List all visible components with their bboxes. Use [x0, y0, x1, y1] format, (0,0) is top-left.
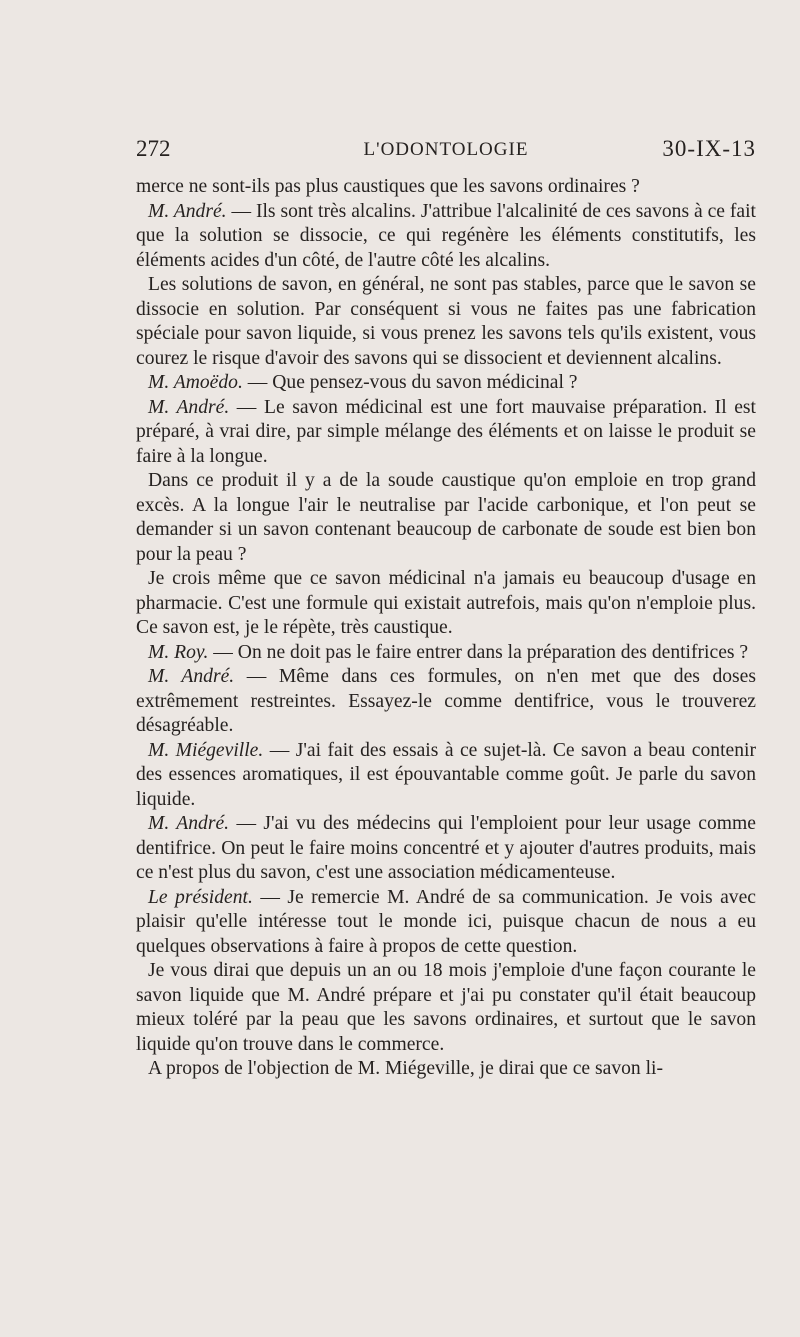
paragraph-1: [136, 175, 756, 200]
paragraph-12: [136, 886, 756, 960]
paragraph-text: Les solutions de savon, en général, ne sont pas stables, parce que le savon se dissocie en solution. Par conséquent si vous ne faites pas une fabrication spéciale pour savon liquide, si vous prenez les savons tels qu'ils existent, vous courez le risque d'avoir des savons qui se dissocient et deviennent alcalins.: [136, 274, 756, 369]
speaker: M. André.: [148, 666, 235, 687]
paragraph-text: — On ne doit pas le faire entrer dans la préparation des dentifrices ?: [208, 641, 749, 663]
paragraph-text: — Que pensez-vous du savon médicinal ?: [242, 372, 578, 393]
issue-date: 30-IX-13: [662, 136, 756, 161]
paragraph-8: [136, 641, 756, 666]
paragraph-7: [136, 567, 756, 641]
speaker: M. André.: [148, 396, 230, 418]
paragraph-text: — Ils sont très alcalins. J'attribue l'alcalinité de ces savons à ce fait que la solution se dissocie, ce qui regénère les éléments constitutifs, les éléments acides d'un côté, de l'autre côté les alcalins.: [136, 200, 756, 271]
paragraph-text: — J'ai fait des essais à ce sujet-là. Ce savon a beau contenir des essences aromatiques, il est épouvantable comme goût. Je parle du savon liquide.: [136, 739, 757, 810]
paragraph-text: Je crois même que ce savon médicinal n'a jamais eu beaucoup d'usage en pharmacie. C'est une formule qui existait autrefois, mais qu'on n'emploie plus. Ce savon est, je le répète, très caustique.: [136, 568, 756, 638]
speaker: Le président.: [148, 886, 253, 908]
paragraph-text: A propos de l'objection de M. Miégeville, je dirai que ce savon li-: [148, 1058, 664, 1079]
paragraph-9: [136, 665, 756, 739]
paragraph-10: [136, 739, 756, 813]
paragraph-2: [136, 200, 756, 274]
speaker: M. Miégeville.: [148, 739, 264, 761]
speaker: M. Roy.: [148, 641, 209, 663]
speaker: M. André.: [148, 813, 230, 834]
paragraph-text: merce ne sont-ils pas plus caustiques que les savons ordinaires ?: [136, 176, 640, 197]
body-text: [136, 175, 756, 1082]
paragraph-text: — Le savon médicinal est une fort mauvaise préparation. Il est préparé, à vrai dire, par simple mélange des éléments et on laisse le produit se faire à la longue.: [136, 396, 756, 467]
page-number: 272: [136, 136, 171, 161]
paragraph-text: — J'ai vu des médecins qui l'emploient pour leur usage comme dentifrice. On peut le faire moins concentré et y ajouter d'autres produits, mais ce n'est plus du savon, c'est une association médicamenteuse.: [136, 813, 756, 883]
running-header: [136, 136, 756, 168]
paragraph-text: Je vous dirai que depuis un an ou 18 mois j'emploie d'une façon courante le savon liquide que M. André prépare et j'ai pu constater qu'il était beaucoup mieux toléré par la peau que les savons ordinaires, et surtout que le savon liquide qu'on trouve dans le commerce.: [136, 960, 756, 1055]
paragraph-text: — Je remercie M. André de sa communication. Je vois avec plaisir qu'elle intéresse tout le monde ici, puisque chacun de nous a eu quelques observations à faire à propos de cette question.: [136, 886, 757, 957]
paragraph-11: [136, 812, 756, 886]
paragraph-13: [136, 959, 756, 1057]
speaker: M. André.: [148, 200, 227, 222]
paragraph-6: [136, 469, 756, 567]
paragraph-4: [136, 371, 756, 396]
paragraph-text: Dans ce produit il y a de la soude caustique qu'on emploie en trop grand excès. A la longue l'air le neutralise par l'acide carbonique, et l'on peut se demander si un savon contenant beaucoup de carbonate de soude est bien bon pour la peau ?: [136, 470, 756, 565]
paragraph-5: [136, 396, 756, 470]
speaker: M. Amoëdo.: [148, 372, 243, 393]
journal-title: L'ODONTOLOGIE: [363, 139, 529, 160]
paragraph-3: [136, 273, 756, 371]
paragraph-14: [136, 1057, 756, 1082]
paragraph-text: — Même dans ces formules, on n'en met que des doses extrêmement restreintes. Essayez-le comme dentifrice, vous le trouverez désagréable.: [136, 666, 756, 736]
